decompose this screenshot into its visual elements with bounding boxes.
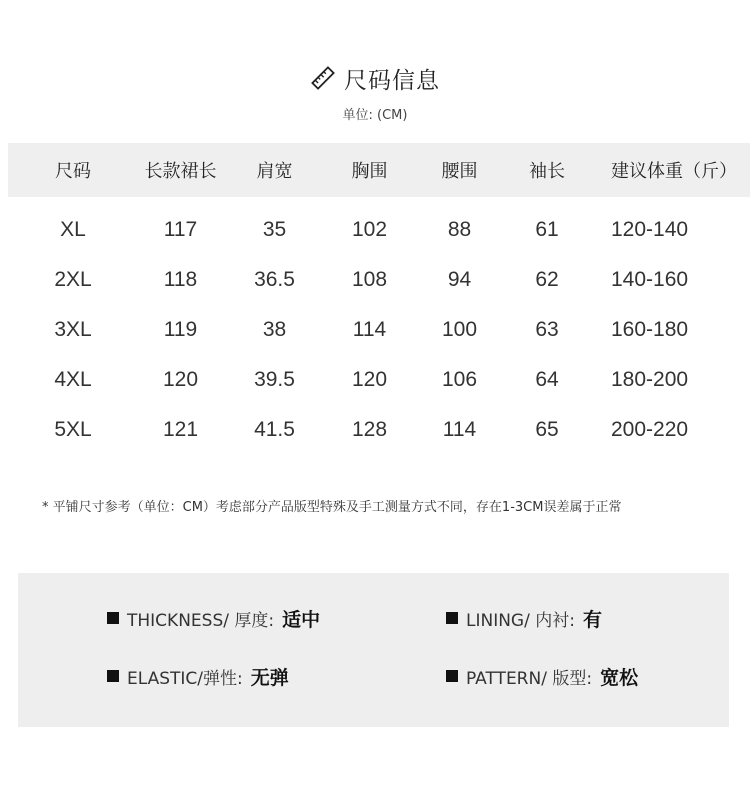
table-cell: 100 — [441, 318, 478, 341]
attribute-value: 宽松 — [600, 666, 639, 689]
table-header-row — [8, 143, 750, 197]
table-cell: 39.5 — [254, 368, 295, 391]
attribute-value: 有 — [582, 608, 602, 631]
column-header: 建议体重（斤） — [588, 143, 750, 197]
table-cell: 200-220 — [611, 418, 689, 441]
table-row — [8, 197, 750, 255]
attribute-label: LINING/ 内衬: — [466, 610, 575, 631]
table-cell: 140-160 — [611, 268, 689, 291]
table-cell: 108 — [351, 268, 388, 291]
table-cell: 64 — [535, 368, 559, 391]
attribute-lining — [446, 605, 602, 631]
table-cell: 88 — [447, 218, 472, 241]
ruler-icon — [310, 65, 336, 91]
attribute-value: 适中 — [282, 608, 321, 631]
attribute-thickness — [107, 605, 320, 631]
table-cell: 41.5 — [254, 418, 295, 441]
table-cell: 118 — [163, 268, 198, 291]
table-cell: 120 — [351, 368, 388, 391]
table-cell: 94 — [447, 268, 472, 291]
measurement-note: * 平铺尺寸参考（单位：CM）考虑部分产品版型特殊及手工测量方式不同，存在1-3CM误差属于正常 — [42, 500, 622, 515]
table-cell: 62 — [535, 268, 559, 291]
table-cell: 3XL — [54, 318, 92, 341]
table-cell: 38 — [262, 318, 287, 341]
table-cell: 102 — [351, 218, 388, 241]
bullet-square-icon — [446, 670, 458, 682]
table-cell: 121 — [162, 418, 199, 441]
column-header: 胸围 — [326, 143, 413, 197]
column-header: 袖长 — [506, 143, 588, 197]
attribute-pattern — [446, 663, 638, 689]
bullet-square-icon — [107, 612, 119, 624]
column-header: 尺码 — [8, 143, 138, 197]
table-cell: 65 — [535, 418, 559, 441]
attributes-panel — [18, 573, 729, 727]
table-cell: 63 — [535, 318, 559, 341]
table-cell: 160-180 — [611, 318, 689, 341]
table-row — [8, 255, 750, 305]
table-cell: 120-140 — [611, 218, 689, 241]
table-cell: 36.5 — [254, 268, 295, 291]
attribute-elastic — [107, 663, 289, 689]
table-cell: 128 — [351, 418, 388, 441]
bullet-square-icon — [446, 612, 458, 624]
column-header: 腰围 — [413, 143, 506, 197]
column-header: 肩宽 — [223, 143, 326, 197]
table-cell: 4XL — [54, 368, 92, 391]
size-table — [8, 143, 750, 455]
unit-label: 单位: (CM) — [342, 108, 408, 123]
bullet-square-icon — [107, 670, 119, 682]
attribute-label: THICKNESS/ 厚度: — [127, 610, 275, 631]
table-cell: 35 — [262, 218, 287, 241]
table-cell: 5XL — [54, 418, 92, 441]
table-cell: 106 — [441, 368, 478, 391]
table-row — [8, 405, 750, 455]
table-row — [8, 355, 750, 405]
table-cell: 2XL — [54, 268, 92, 291]
attribute-label: PATTERN/ 版型: — [466, 668, 593, 689]
table-cell: 114 — [442, 418, 477, 441]
table-cell: XL — [60, 218, 86, 241]
table-cell: 61 — [535, 218, 559, 241]
table-cell: 180-200 — [611, 368, 689, 391]
attribute-label: ELASTIC/弹性: — [127, 668, 243, 689]
table-cell: 114 — [352, 318, 387, 341]
page-title: 尺码信息 — [344, 67, 440, 94]
attribute-value: 无弹 — [250, 666, 289, 689]
table-cell: 120 — [162, 368, 199, 391]
page-title-row — [0, 60, 750, 96]
table-row — [8, 305, 750, 355]
table-cell: 119 — [163, 318, 198, 341]
table-cell: 117 — [163, 218, 198, 241]
column-header: 长款裙长 — [138, 143, 223, 197]
